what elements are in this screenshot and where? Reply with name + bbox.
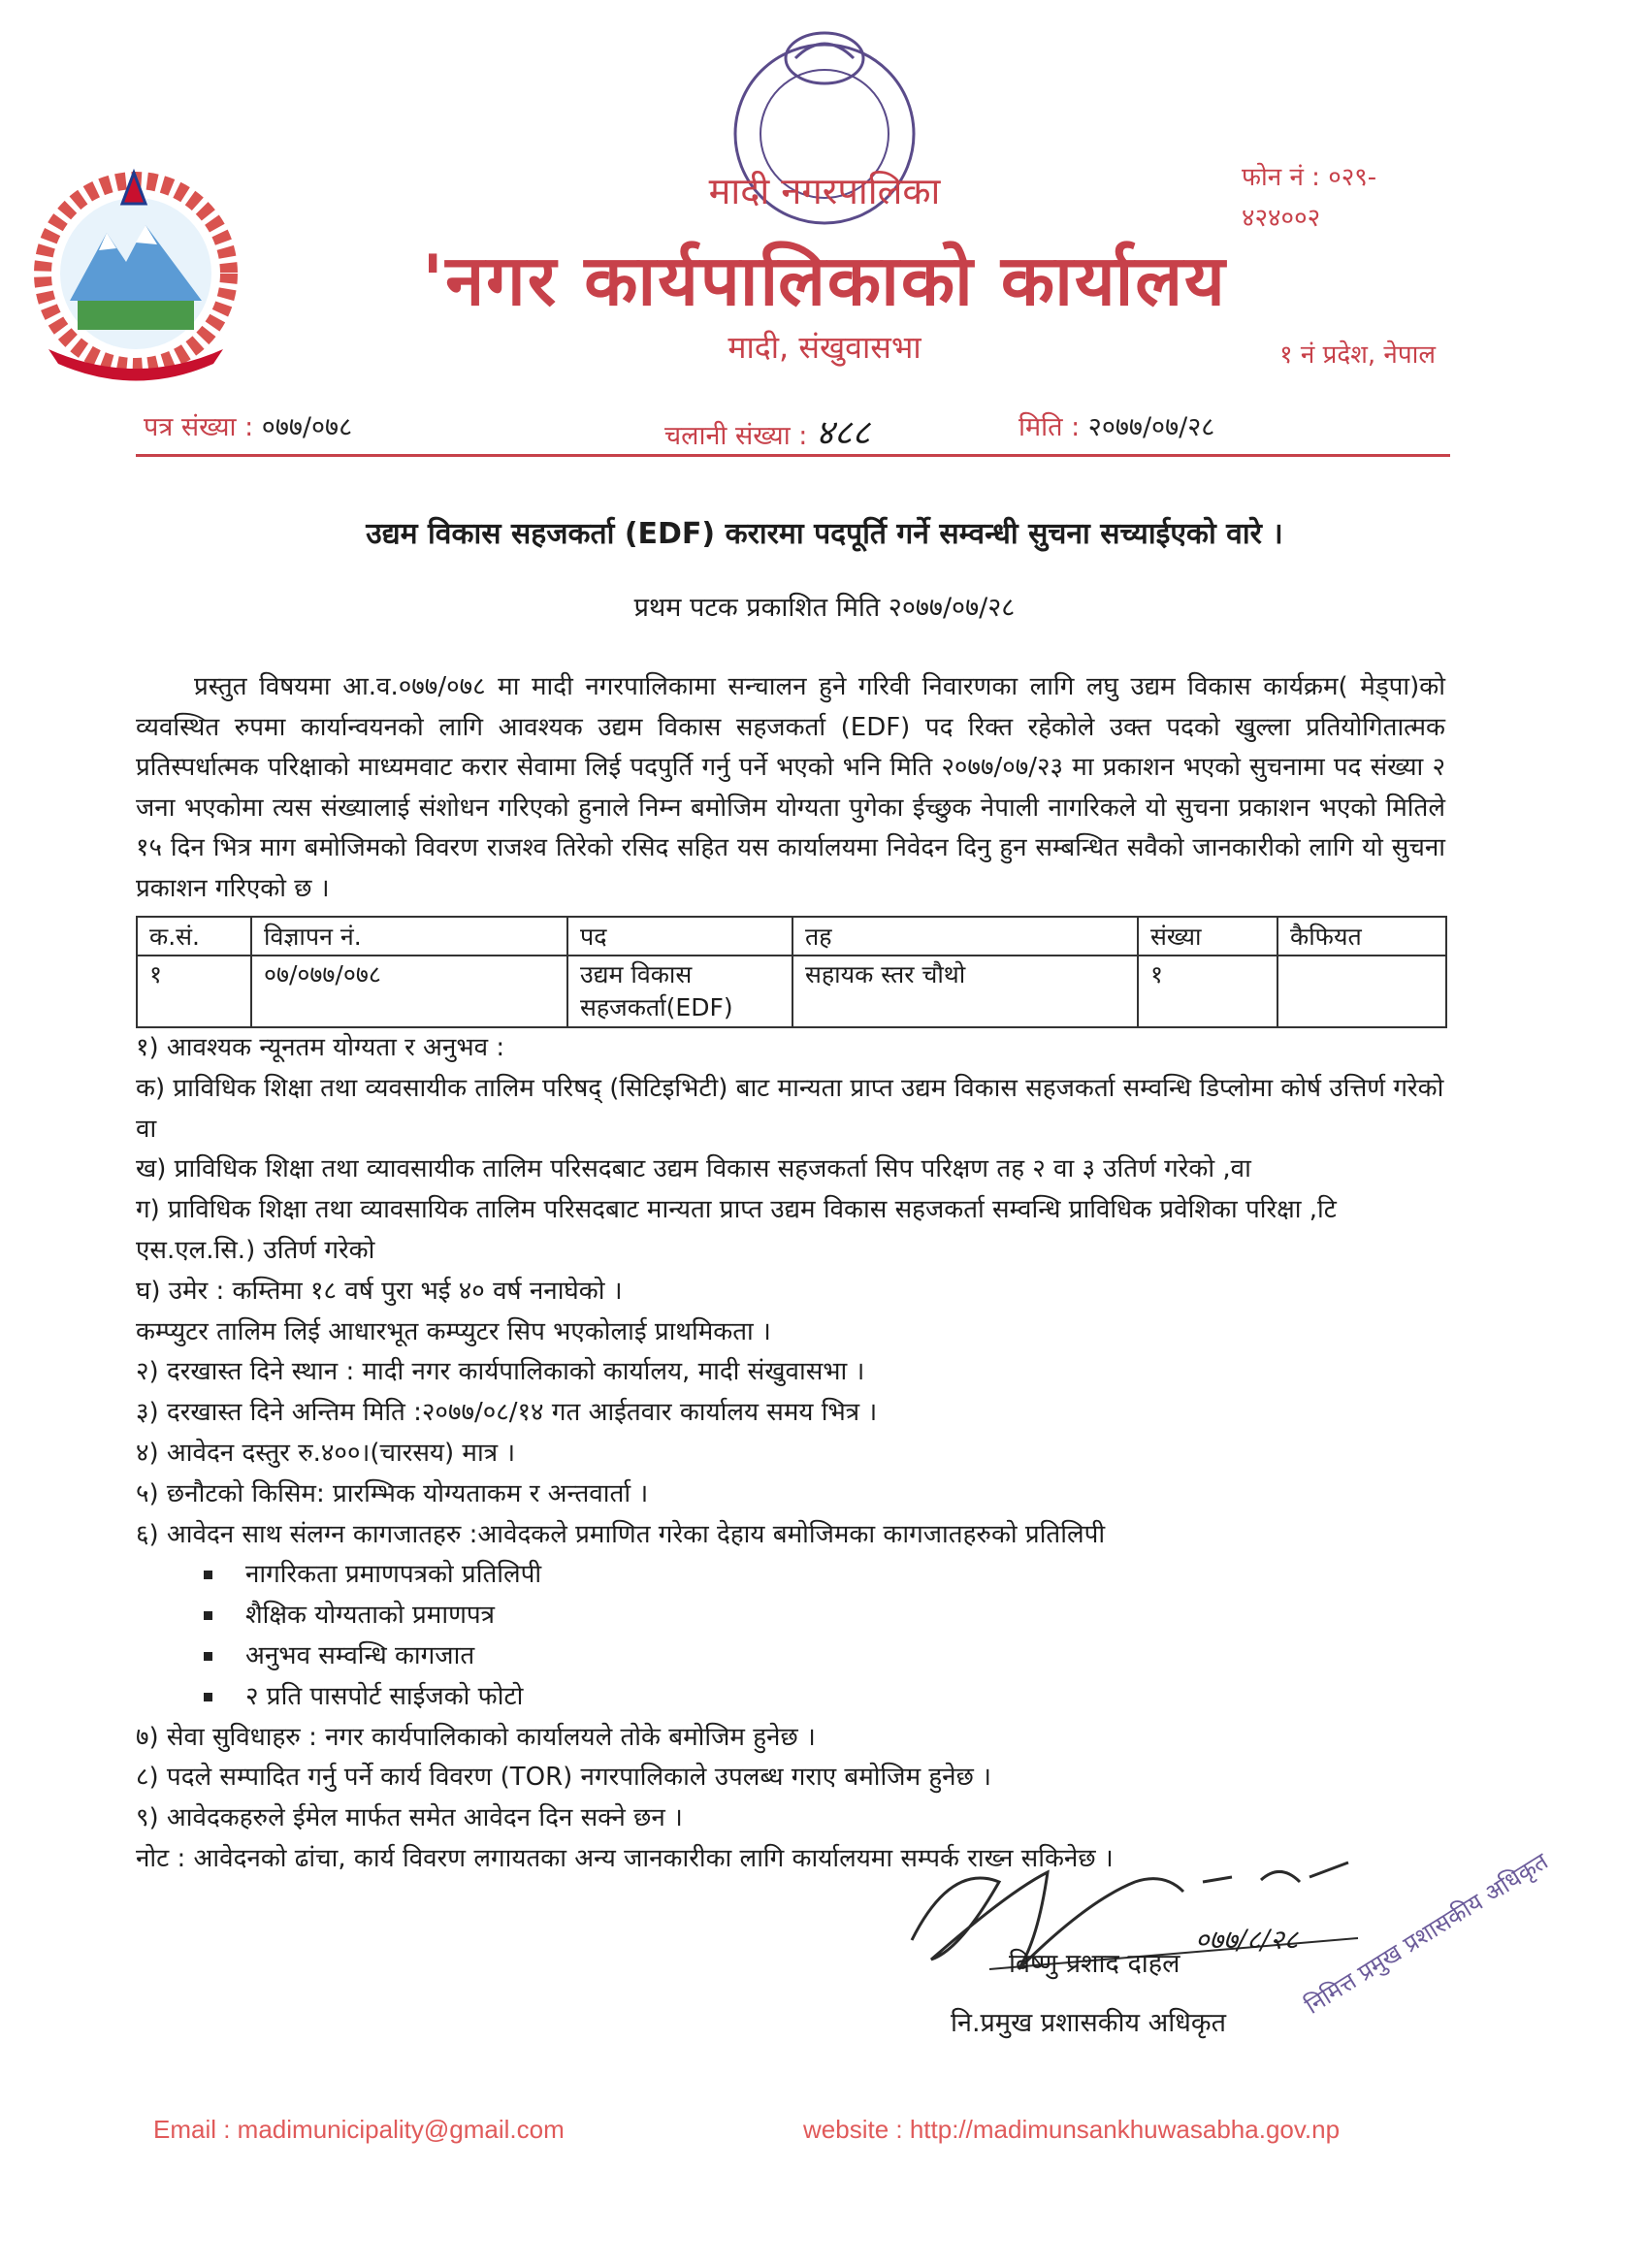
table-header: क.सं. [137, 917, 251, 956]
table-header: पद [567, 917, 792, 956]
document-item: नागरिकता प्रमाणपत्रको प्रतिलिपी [245, 1560, 542, 1590]
reference-date [1018, 407, 1214, 443]
province: १ नं प्रदेश, नेपाल [1279, 340, 1436, 370]
note: नोट : आवेदनको ढांचा, कार्य विवरण लगायतका अन्य जानकारीका लागि कार्यालयमा सम्पर्क राख्न सकिनेछ । [136, 1843, 1114, 1873]
bullet-icon [204, 1652, 212, 1661]
office-location: मादी, संखुवासभा [728, 329, 922, 366]
phone-number: ४२४००२ [1242, 204, 1321, 233]
bullet-icon [204, 1571, 212, 1579]
email-application: ९) आवेदकहरुले ईमेल मार्फत समेत आवेदन दिन सक्ने छन । [136, 1803, 683, 1833]
footer-email: Email : madimunicipality@gmail.com [153, 2115, 565, 2144]
table-cell: १ [1138, 956, 1277, 1027]
chalani-sankhya [664, 407, 870, 455]
list-item [136, 1596, 1455, 1636]
first-published-date: प्रथम पटक प्रकाशित मिति २०७७/०७/२८ [633, 593, 1016, 623]
date-value: २०७७/०७/२८ [1087, 412, 1215, 442]
table-row [137, 956, 1446, 1027]
date-label: मिति : [1018, 412, 1081, 442]
signature-date: ०७७/८/२८ [1195, 1924, 1299, 1956]
qualification-heading: १) आवश्यक न्यूनतम योग्यता र अनुभव : [136, 1033, 505, 1062]
bullet-icon [204, 1693, 212, 1701]
notice-subject: उद्यम विकास सहजकर्ता (EDF) करारमा पदपूर्ति गर्ने सम्वन्धी सुचना सच्याईएको वारे । [366, 517, 1283, 551]
chalani-value: ४८८ [815, 413, 871, 453]
notice-body: प्रस्तुत विषयमा आ.व.०७७/०७८ मा मादी नगरपालिकामा सन्चालन हुने गरिवी निवारणका लागि लघु उद्यम विकास कार्यक्रम( मेड्पा)को व्यवस्थित रुपमा कार्यान्वयनको लागि आवश्यक उद्यम विकास सहजकर्ता (EDF) पद रिक्त रहेकोले उक्त पदको खुल्ला प्रतियोगितात्मक प्रतिस्पर्धात्मक परिक्षाको माध्यमवाट करार सेवामा लिई पदपुर्ति गर्नु पर्ने भएको भनि मिति २०७७/०७/२३ मा प्रकाशन भएको सुचनामा पद संख्या २ जना भएकोमा त्यस संख्यालाई संशोधन गरिएको हुनाले निम्न बमोजिम योग्यता पुगेका ईच्छुक नेपाली नागरिकले यो सुचना प्रकाशन भएको मितिले १५ दिन भित्र माग बमोजिमको विवरण राजश्व तिरेको रसिद सहित यस कार्यालयमा निवेदन दिनु हुन सम्बन्धित सवैको जानकारीको लागि यो सुचना प्रकाशन गरिएको छ । [136, 672, 1445, 903]
table-header: कैफियत [1277, 917, 1446, 956]
computer-priority: कम्प्युटर तालिम लिई आधारभूत कम्प्युटर सिप भएकोलाई प्राथमिकता । [136, 1316, 771, 1346]
terms-of-reference: ८) पदले सम्पादित गर्नु पर्ने कार्य विवरण (TOR) नगरपालिकाले उपलब्ध गराए बमोजिम हुनेछ । [136, 1763, 991, 1793]
office-name: 'नगर कार्यपालिकाको कार्यालय [422, 239, 1227, 321]
phone-label: फोन नं : ०२९- [1242, 163, 1377, 192]
list-item [136, 1677, 1455, 1718]
table-header: विज्ञापन नं. [251, 917, 567, 956]
document-item: २ प्रति पासपोर्ट साईजको फोटो [245, 1681, 524, 1711]
vacancy-table [136, 916, 1447, 1028]
signatory-name: विष्णु प्रशाद दाहल [1009, 1949, 1180, 1979]
list-item [136, 1555, 1455, 1596]
stamp-text: निमित्त प्रमुख प्रशासकीय अधिकृत [1300, 1847, 1553, 2020]
signatory-title: नि.प्रमुख प्रशासकीय अधिकृत [951, 2008, 1227, 2038]
requirements-list [136, 1028, 1455, 1880]
list-item [136, 1636, 1455, 1677]
required-documents: ६) आवेदन साथ संलग्न कागजातहरु :आवेदकले प्रमाणित गरेका देहाय बमोजिमका कागजातहरुको प्रतिलिपी [136, 1519, 1106, 1549]
qualification-ka: क) प्राविधिक शिक्षा तथा व्यवसायीक तालिम परिषद् (सिटिइभिटी) बाट मान्यता प्राप्त उद्यम विकास सहजकर्ता सम्वन्धि डिप्लोमा कोर्ष उत्तिर्ण गरेको वा [136, 1073, 1444, 1144]
qualification-gha: घ) उमेर : कम्तिमा १८ वर्ष पुरा भई ४० वर्ष ननाघेको । [136, 1276, 623, 1306]
footer-website: website : http://madimunsankhuwasabha.gov.np [803, 2115, 1341, 2144]
patra-label: पत्र संख्या : [144, 412, 254, 442]
table-cell: १ [137, 956, 251, 1027]
table-cell: सहायक स्तर चौथो [792, 956, 1138, 1027]
chalani-label: चलानी संख्या : [664, 421, 808, 451]
application-fee: ४) आवेदन दस्तुर रु.४००।(चारसय) मात्र । [136, 1438, 516, 1468]
table-header: संख्या [1138, 917, 1277, 956]
qualification-ga: ग) प्राविधिक शिक्षा तथा व्यावसायिक तालिम परिसदबाट मान्यता प्राप्त उद्यम विकास सहजकर्ता सम्वन्धि प्राविधिक प्रवेशिका परिक्षा ,टि एस.एल.सि.) उतिर्ण गरेको [136, 1195, 1337, 1265]
service-facilities: ७) सेवा सुविधाहरु : नगर कार्यपालिकाको कार्यालयले तोके बमोजिम हुनेछ । [136, 1722, 816, 1752]
table-cell: ०७/०७७/०७८ [251, 956, 567, 1027]
application-deadline: ३) दरखास्त दिने अन्तिम मिति :२०७७/०८/१४ गत आईतवार कार्यालय समय भित्र । [136, 1398, 878, 1428]
selection-method: ५) छनौटको किसिम: प्रारम्भिक योग्यताकम र अन्तवार्ता । [136, 1478, 649, 1508]
table-header: तह [792, 917, 1138, 956]
reference-bar [136, 400, 1450, 457]
table-cell [1277, 956, 1446, 1027]
qualification-kha: ख) प्राविधिक शिक्षा तथा व्यावसायीक तालिम परिसदबाट उद्यम विकास सहजकर्ता सिप परिक्षण तह २ वा ३ उतिर्ण गरेको ,वा [136, 1154, 1251, 1184]
patra-sankhya [144, 407, 352, 443]
table-cell: उद्यम विकास सहजकर्ता(EDF) [567, 956, 792, 1027]
patra-value: ०७७/०७८ [261, 412, 353, 442]
document-item: शैक्षिक योग्यताको प्रमाणपत्र [245, 1601, 496, 1631]
bullet-icon [204, 1611, 212, 1620]
table-header-row [137, 917, 1446, 956]
phone-info [1242, 157, 1474, 239]
municipality-name: मादी नगरपालिका [708, 170, 941, 212]
application-place: २) दरखास्त दिने स्थान : मादी नगर कार्यपालिकाको कार्यालय, मादी संखुवासभा । [136, 1357, 865, 1387]
document-item: अनुभव सम्वन्धि कागजात [245, 1640, 475, 1670]
